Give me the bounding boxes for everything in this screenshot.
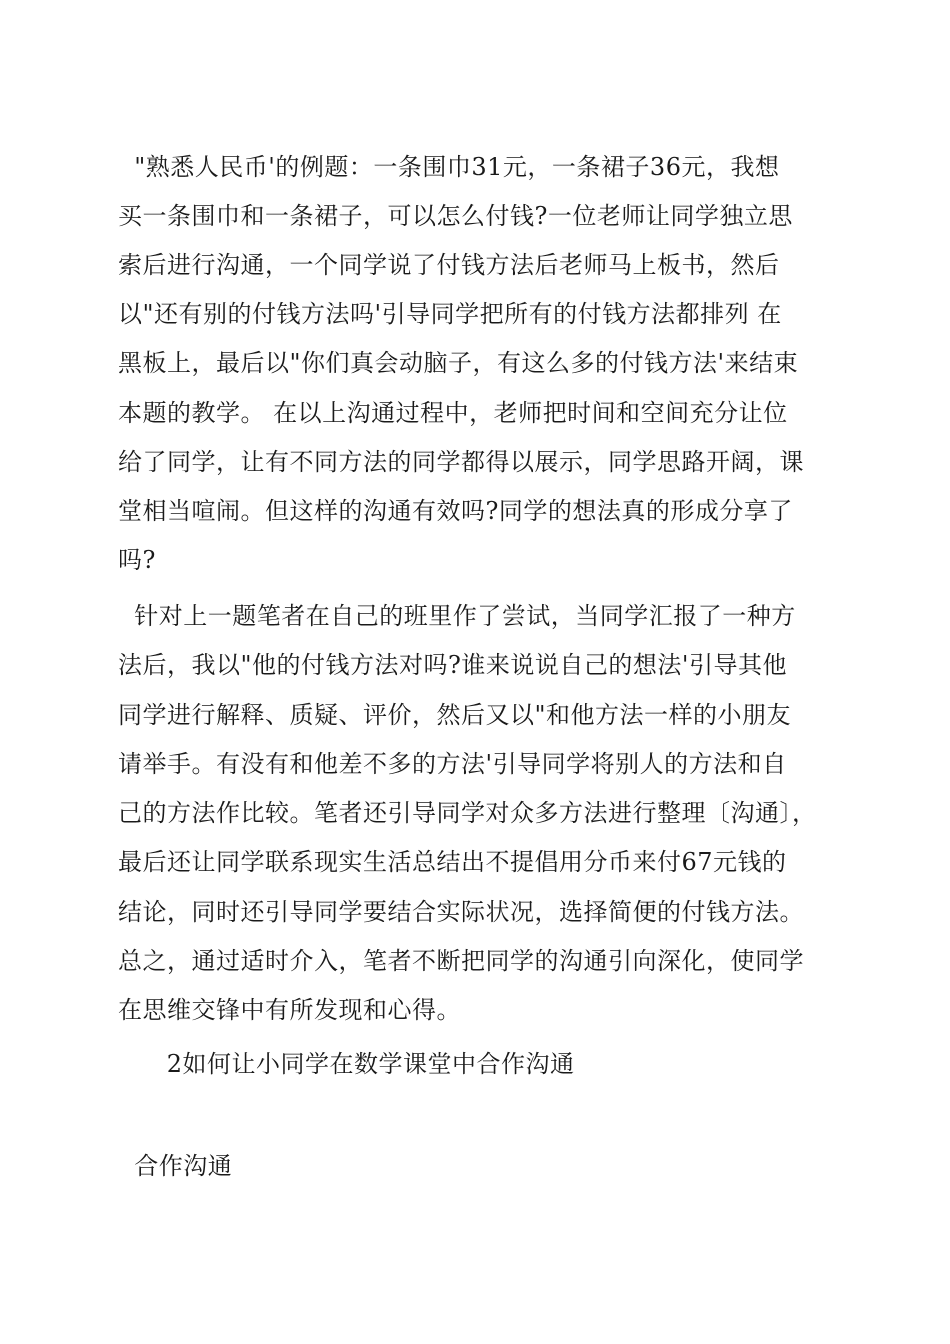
paragraph-2-line-4: 请举手。有没有和他差不多的方法'引导同学将别人的方法和自 xyxy=(118,750,787,778)
section-subheading: 合作沟通 xyxy=(118,1152,233,1180)
paragraph-1-line-4: 以"还有别的付钱方法吗'引导同学把所有的付钱方法都排列 在 xyxy=(118,300,782,328)
paragraph-1-line-2: 买一条围巾和一条裙子，可以怎么付钱?一位老师让同学独立思 xyxy=(118,202,793,230)
paragraph-1-line-7: 给了同学，让有不同方法的同学都得以展示，同学思路开阔，课 xyxy=(118,448,804,476)
paragraph-1-line-3: 索后进行沟通，一个同学说了付钱方法后老师马上板书，然后 xyxy=(118,251,780,279)
paragraph-2-line-6: 最后还让同学联系现实生活总结出不提倡用分币来付67元钱的 xyxy=(118,848,787,876)
paragraph-1-line-8: 堂相当喧闹。但这样的沟通有效吗?同学的想法真的形成分享了 xyxy=(118,497,793,525)
paragraph-2-line-3: 同学进行解释、质疑、评价，然后又以"和他方法一样的小朋友 xyxy=(118,701,792,729)
paragraph-1-line-6: 本题的教学。 在以上沟通过程中，老师把时间和空间充分让位 xyxy=(118,399,788,427)
paragraph-2-line-7: 结论，同时还引导同学要结合实际状况，选择简便的付钱方法。 xyxy=(118,898,804,926)
section-heading: 2如何让小同学在数学课堂中合作沟通 xyxy=(118,1050,575,1078)
paragraph-1-line-9: 吗? xyxy=(118,546,156,574)
paragraph-2-line-2: 法后，我以"他的付钱方法对吗?谁来说说自己的想法'引导其他 xyxy=(118,651,788,679)
paragraph-2-line-5: 己的方法作比较。笔者还引导同学对众多方法进行整理〔沟通〕， xyxy=(118,799,817,827)
paragraph-2-line-1: 针对上一题笔者在自己的班里作了尝试，当同学汇报了一种方 xyxy=(118,602,796,630)
paragraph-2-line-8: 总之，通过适时介入，笔者不断把同学的沟通引向深化，使同学 xyxy=(118,947,804,975)
paragraph-2-line-9: 在思维交锋中有所发现和心得。 xyxy=(118,996,461,1024)
paragraph-1-line-5: 黑板上，最后以"你们真会动脑子，有这么多的付钱方法'来结束 xyxy=(118,349,799,377)
paragraph-1-line-1: "熟悉人民币'的例题：一条围巾31元，一条裙子36元，我想 xyxy=(118,153,780,181)
